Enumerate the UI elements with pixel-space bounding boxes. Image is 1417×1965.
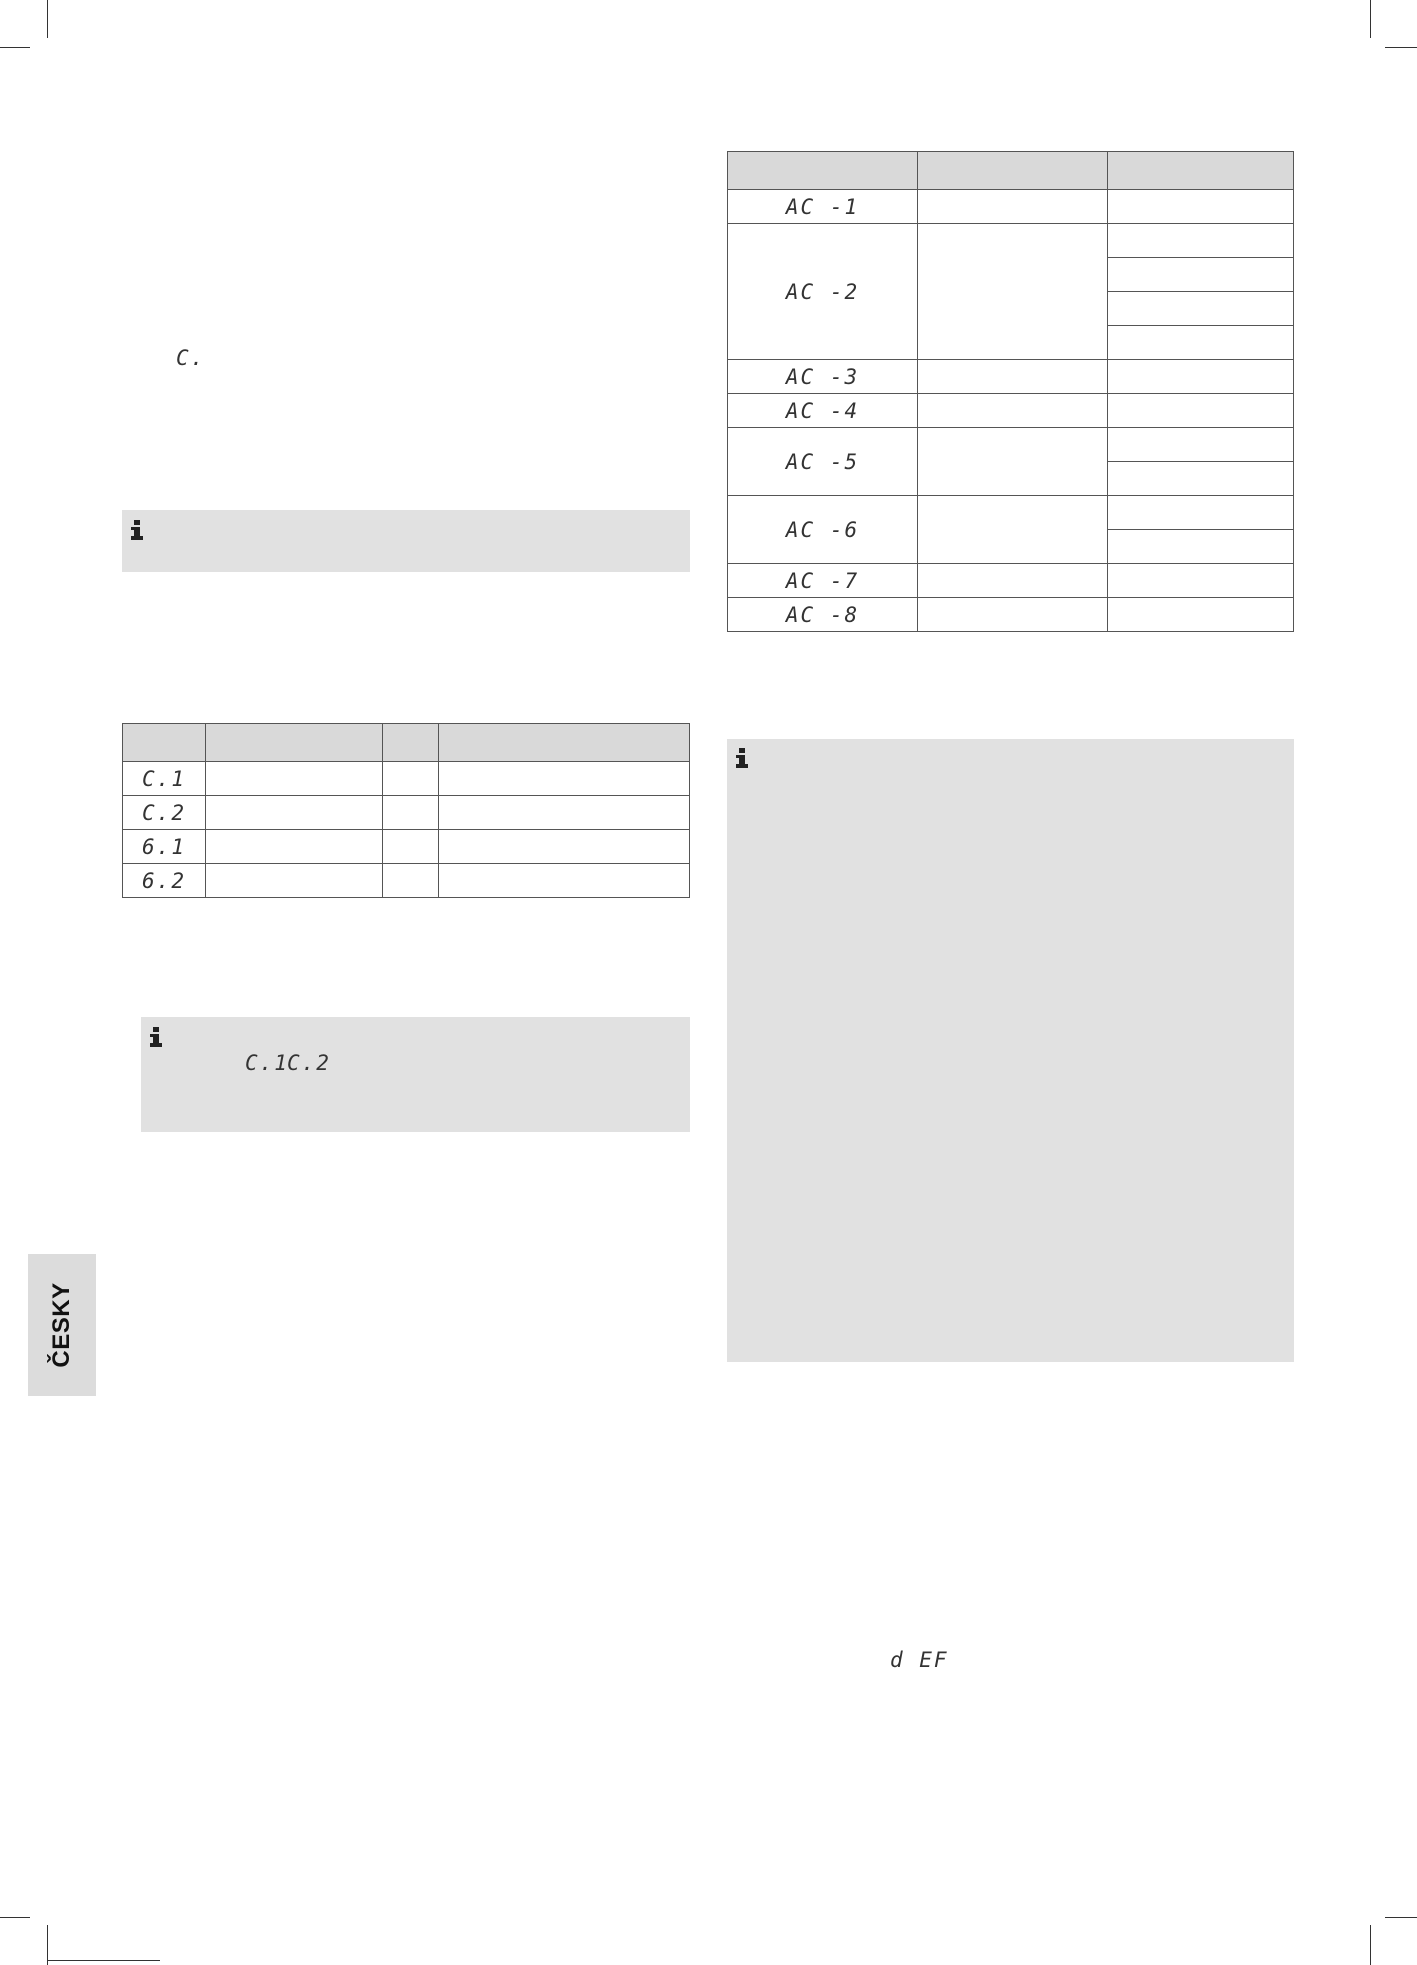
table-row bbox=[728, 190, 1294, 224]
table-row bbox=[123, 830, 690, 864]
language-tab bbox=[28, 1254, 96, 1396]
table-row bbox=[123, 762, 690, 796]
table-row bbox=[123, 796, 690, 830]
auto-code: AC -3 bbox=[728, 360, 918, 394]
info-note bbox=[727, 739, 1294, 1362]
table-header-cell bbox=[383, 724, 439, 762]
table-row bbox=[728, 496, 1294, 530]
auto-code: AC -8 bbox=[728, 598, 918, 632]
table-header-cell bbox=[439, 724, 690, 762]
auto-code: AC -6 bbox=[728, 496, 918, 564]
info-note bbox=[122, 510, 690, 572]
language-label: ČESKY bbox=[48, 1282, 75, 1368]
crop-mark bbox=[1385, 47, 1417, 48]
info-icon bbox=[130, 520, 144, 540]
info-icon bbox=[735, 748, 749, 768]
crop-mark bbox=[1385, 1917, 1417, 1918]
program-code: C.1 bbox=[123, 762, 206, 796]
info-icon bbox=[149, 1027, 163, 1047]
crop-mark bbox=[47, 1925, 48, 1965]
table-header-cell bbox=[206, 724, 383, 762]
program-code: 6.2 bbox=[123, 864, 206, 898]
inline-code-c2: C.2 bbox=[287, 1051, 331, 1075]
table-row bbox=[123, 864, 690, 898]
table-row bbox=[728, 564, 1294, 598]
auto-code: AC -4 bbox=[728, 394, 918, 428]
crop-mark bbox=[1370, 1925, 1371, 1965]
table-header-cell bbox=[728, 152, 918, 190]
program-table bbox=[122, 723, 690, 898]
program-code: 6.1 bbox=[123, 830, 206, 864]
crop-mark bbox=[0, 47, 30, 48]
crop-mark bbox=[47, 0, 48, 38]
table-row bbox=[728, 428, 1294, 462]
auto-code: AC -5 bbox=[728, 428, 918, 496]
auto-code: AC -7 bbox=[728, 564, 918, 598]
info-note bbox=[141, 1017, 690, 1132]
table-header-cell bbox=[1108, 152, 1294, 190]
table-header-cell bbox=[123, 724, 206, 762]
program-code: C.2 bbox=[123, 796, 206, 830]
table-header-cell bbox=[918, 152, 1108, 190]
inline-code-def: d EF bbox=[890, 1648, 949, 1672]
auto-program-table bbox=[727, 151, 1294, 632]
table-row bbox=[728, 224, 1294, 258]
inline-code-c: C. bbox=[176, 346, 206, 370]
crop-mark bbox=[0, 1917, 30, 1918]
crop-mark bbox=[1370, 0, 1371, 38]
table-row bbox=[728, 360, 1294, 394]
auto-code: AC -2 bbox=[728, 224, 918, 360]
auto-code: AC -1 bbox=[728, 190, 918, 224]
inline-code-c1: C.1 bbox=[245, 1051, 289, 1075]
table-row bbox=[728, 394, 1294, 428]
table-row bbox=[728, 598, 1294, 632]
bottom-rule bbox=[48, 1960, 160, 1961]
